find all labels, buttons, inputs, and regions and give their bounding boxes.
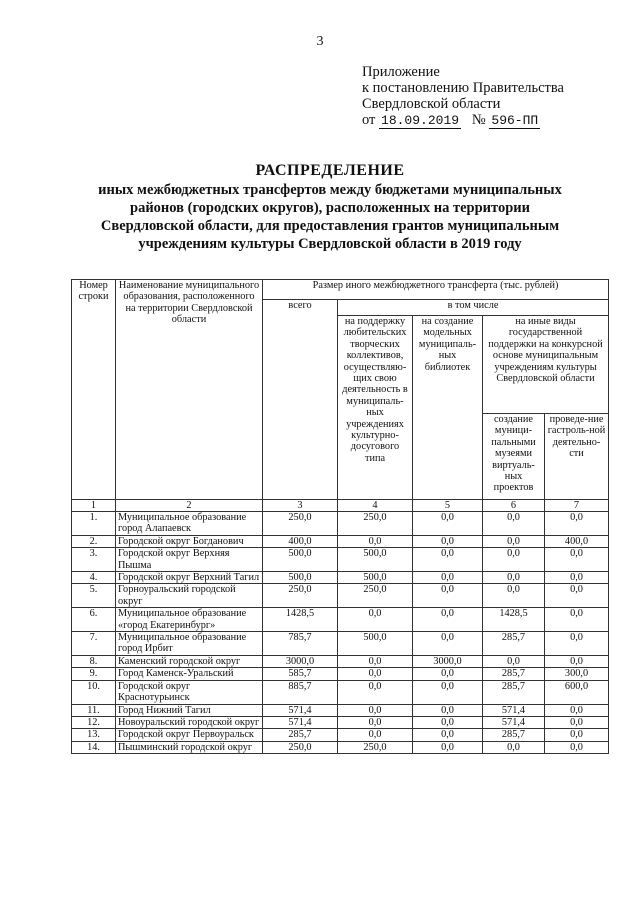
distribution-table [71, 279, 609, 754]
libraries-cell: 0,0 [413, 729, 483, 741]
tours-cell: 600,0 [545, 680, 609, 704]
tours-cell: 0,0 [545, 608, 609, 632]
header-including: в том числе [338, 300, 609, 316]
amateur-cell: 0,0 [338, 680, 413, 704]
table-row [72, 704, 609, 716]
row-number-cell: 9. [72, 668, 116, 680]
header-virtual-museums: создание муници-пальными музеями виртуаль-ных проектов [483, 414, 545, 500]
title-line-3: Свердловской области, для предоставления грантов муниципальным [100, 218, 560, 234]
libraries-cell: 0,0 [413, 584, 483, 608]
virtual-museums-cell: 285,7 [483, 680, 545, 704]
row-number-cell: 12. [72, 716, 116, 728]
table-row [72, 512, 609, 536]
tours-cell: 0,0 [545, 584, 609, 608]
row-number-cell: 4. [72, 572, 116, 584]
row-number-cell: 11. [72, 704, 116, 716]
table-row [72, 548, 609, 572]
amateur-cell: 0,0 [338, 716, 413, 728]
virtual-museums-cell: 571,4 [483, 716, 545, 728]
table-row [72, 572, 609, 584]
virtual-museums-cell: 0,0 [483, 584, 545, 608]
municipality-cell: Муниципальное образование город Алапаевск [116, 512, 263, 536]
appendix-line-2: к постановлению Правительства [362, 80, 564, 96]
tours-cell: 300,0 [545, 668, 609, 680]
header-libraries: на создание модельных муниципаль-ных библиотек [413, 316, 483, 500]
appendix-date-line [362, 112, 622, 129]
title-main: РАСПРЕДЕЛЕНИЕ [255, 162, 405, 179]
amateur-cell: 500,0 [338, 632, 413, 656]
column-number: 4 [338, 500, 413, 512]
municipality-cell: Городской округ Верхний Тагил [116, 572, 263, 584]
total-cell: 571,4 [263, 716, 338, 728]
header-municipality: Наименование муниципального образования, расположенного на территории Свердловской области [116, 280, 263, 500]
amateur-cell: 0,0 [338, 704, 413, 716]
virtual-museums-cell: 285,7 [483, 632, 545, 656]
header-row-number: Номер строки [72, 280, 116, 500]
row-number-cell: 10. [72, 680, 116, 704]
amateur-cell: 250,0 [338, 512, 413, 536]
total-cell: 400,0 [263, 535, 338, 547]
libraries-cell: 0,0 [413, 668, 483, 680]
municipality-cell: Каменский городской округ [116, 655, 263, 667]
amateur-cell: 250,0 [338, 584, 413, 608]
amateur-cell: 0,0 [338, 668, 413, 680]
virtual-museums-cell: 0,0 [483, 655, 545, 667]
virtual-museums-cell: 0,0 [483, 512, 545, 536]
column-numbers-row [72, 500, 609, 512]
municipality-cell: Городской округ Краснотурьинск [116, 680, 263, 704]
total-cell: 785,7 [263, 632, 338, 656]
table-row [72, 632, 609, 656]
column-number: 2 [116, 500, 263, 512]
municipality-cell: Город Нижний Тагил [116, 704, 263, 716]
row-number-cell: 3. [72, 548, 116, 572]
header-transfer-size: Размер иного межбюджетного трансферта (тыс. рублей) [263, 280, 609, 300]
row-number-cell: 6. [72, 608, 116, 632]
table-row [72, 729, 609, 741]
column-number: 1 [72, 500, 116, 512]
virtual-museums-cell: 0,0 [483, 535, 545, 547]
row-number-cell: 13. [72, 729, 116, 741]
virtual-museums-cell: 285,7 [483, 668, 545, 680]
libraries-cell: 0,0 [413, 680, 483, 704]
header-tours: проведе-ние гастроль-ной деятельно-сти [545, 414, 609, 500]
header-other: на иные виды государственной поддержки на конкурсной основе муниципальным учреждениям культуры Свердловской области [483, 316, 609, 414]
table-row [72, 655, 609, 667]
virtual-museums-cell: 0,0 [483, 572, 545, 584]
title-line-4: учреждениям культуры Свердловской области в 2019 году [138, 236, 522, 252]
total-cell: 3000,0 [263, 655, 338, 667]
row-number-cell: 5. [72, 584, 116, 608]
libraries-cell: 0,0 [413, 512, 483, 536]
municipality-cell: Городской округ Верхняя Пышма [116, 548, 263, 572]
column-number: 6 [483, 500, 545, 512]
libraries-cell: 0,0 [413, 716, 483, 728]
tours-cell: 0,0 [545, 572, 609, 584]
total-cell: 285,7 [263, 729, 338, 741]
amateur-cell: 0,0 [338, 535, 413, 547]
municipality-cell: Горноуральский городской округ [116, 584, 263, 608]
amateur-cell: 250,0 [338, 741, 413, 753]
number-prefix: № [471, 112, 486, 128]
libraries-cell: 3000,0 [413, 655, 483, 667]
total-cell: 250,0 [263, 741, 338, 753]
municipality-cell: Муниципальное образование «город Екатеринбург» [116, 608, 263, 632]
tours-cell: 0,0 [545, 704, 609, 716]
libraries-cell: 0,0 [413, 535, 483, 547]
tours-cell: 0,0 [545, 632, 609, 656]
row-number-cell: 2. [72, 535, 116, 547]
table-row [72, 584, 609, 608]
total-cell: 571,4 [263, 704, 338, 716]
tours-cell: 0,0 [545, 548, 609, 572]
tours-cell: 0,0 [545, 655, 609, 667]
tours-cell: 0,0 [545, 716, 609, 728]
column-number: 7 [545, 500, 609, 512]
header-total: всего [263, 300, 338, 500]
appendix-block [362, 64, 622, 129]
libraries-cell: 0,0 [413, 572, 483, 584]
tours-cell: 0,0 [545, 741, 609, 753]
municipality-cell: Городской округ Первоуральск [116, 729, 263, 741]
row-number-cell: 1. [72, 512, 116, 536]
table-row [72, 741, 609, 753]
table-body [72, 512, 609, 754]
amateur-cell: 500,0 [338, 572, 413, 584]
column-number: 5 [413, 500, 483, 512]
table-row [72, 668, 609, 680]
page-number: 3 [316, 34, 324, 49]
virtual-museums-cell: 0,0 [483, 548, 545, 572]
libraries-cell: 0,0 [413, 632, 483, 656]
header-amateur: на поддержку любительских творческих коллективов, осуществляю-щих свою деятельность в муниципаль-ных учреждениях культурно-досугового типа [338, 316, 413, 500]
libraries-cell: 0,0 [413, 608, 483, 632]
total-cell: 1428,5 [263, 608, 338, 632]
total-cell: 585,7 [263, 668, 338, 680]
amateur-cell: 500,0 [338, 548, 413, 572]
tours-cell: 0,0 [545, 512, 609, 536]
amateur-cell: 0,0 [338, 655, 413, 667]
title-line-2: районов (городских округов), расположенных на территории [130, 200, 530, 216]
libraries-cell: 0,0 [413, 704, 483, 716]
total-cell: 885,7 [263, 680, 338, 704]
row-number-cell: 8. [72, 655, 116, 667]
municipality-cell: Новоуральский городской округ [116, 716, 263, 728]
libraries-cell: 0,0 [413, 741, 483, 753]
total-cell: 500,0 [263, 548, 338, 572]
tours-cell: 400,0 [545, 535, 609, 547]
municipality-cell: Пышминский городской округ [116, 741, 263, 753]
appendix-line-1: Приложение [362, 64, 440, 80]
municipality-cell: Город Каменск-Уральский [116, 668, 263, 680]
total-cell: 500,0 [263, 572, 338, 584]
table-row [72, 535, 609, 547]
virtual-museums-cell: 0,0 [483, 741, 545, 753]
column-number: 3 [263, 500, 338, 512]
municipality-cell: Муниципальное образование город Ирбит [116, 632, 263, 656]
total-cell: 250,0 [263, 512, 338, 536]
amateur-cell: 0,0 [338, 729, 413, 741]
virtual-museums-cell: 285,7 [483, 729, 545, 741]
virtual-museums-cell: 1428,5 [483, 608, 545, 632]
title-line-1: иных межбюджетных трансфертов между бюджетами муниципальных [98, 182, 562, 198]
total-cell: 250,0 [263, 584, 338, 608]
table-row [72, 716, 609, 728]
amateur-cell: 0,0 [338, 608, 413, 632]
document-title [60, 161, 600, 253]
decree-number: 596-ПП [491, 113, 539, 128]
row-number-cell: 7. [72, 632, 116, 656]
appendix-line-3: Свердловской области [362, 96, 501, 112]
table-row [72, 680, 609, 704]
table-row [72, 608, 609, 632]
decree-date: 18.09.2019 [381, 113, 460, 128]
row-number-cell: 14. [72, 741, 116, 753]
libraries-cell: 0,0 [413, 548, 483, 572]
municipality-cell: Городской округ Богданович [116, 535, 263, 547]
tours-cell: 0,0 [545, 729, 609, 741]
virtual-museums-cell: 571,4 [483, 704, 545, 716]
from-prefix: от [362, 112, 376, 128]
